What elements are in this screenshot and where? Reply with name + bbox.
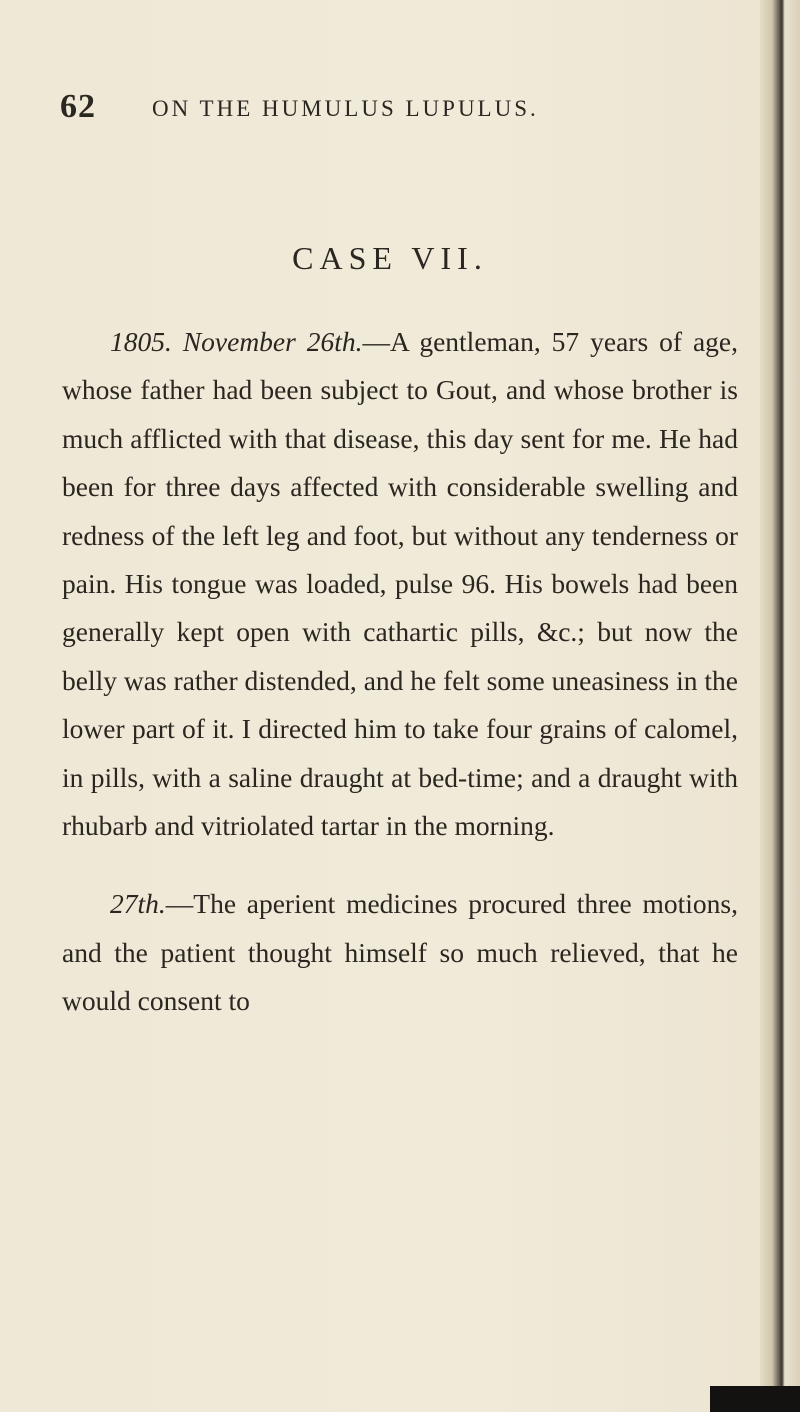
page-number: 62 <box>60 88 96 125</box>
paragraph-nov-26 <box>62 318 738 850</box>
entry-text: —A gentleman, 57 years of age, whose father had been subject to Gout, and whose brother is much afflicted with that disease, this day sent for me. He had been for three days affected with considerable swelling and redness of the left leg and foot, but without any tenderness or pain. His tongue was loaded, pulse 96. His bowels had been generally kept open with cathartic pills, &c.; but now the belly was rather distended, and he felt some uneasiness in the lower part of it. I directed him to take four grains of calomel, in pills, with a saline draught at bed-time; and a draught with rhubarb and vitriolated tartar in the morning. <box>62 326 738 842</box>
entry-date: 27th. <box>110 888 166 920</box>
running-head-title: ON THE HUMULUS LUPULUS. <box>152 96 539 121</box>
entry-date: 1805. November 26th. <box>110 326 363 357</box>
entry-text: —The aperient medicines procured three motions, and the patient thought himself so much relieved, that he would consent to <box>62 888 738 1017</box>
paragraph-27th <box>62 880 738 1025</box>
book-spine-shadow <box>710 1386 800 1412</box>
running-head <box>60 88 700 132</box>
body-text <box>62 318 738 1026</box>
case-title: CASE VII. <box>292 240 488 276</box>
book-spine-edge <box>760 0 800 1412</box>
